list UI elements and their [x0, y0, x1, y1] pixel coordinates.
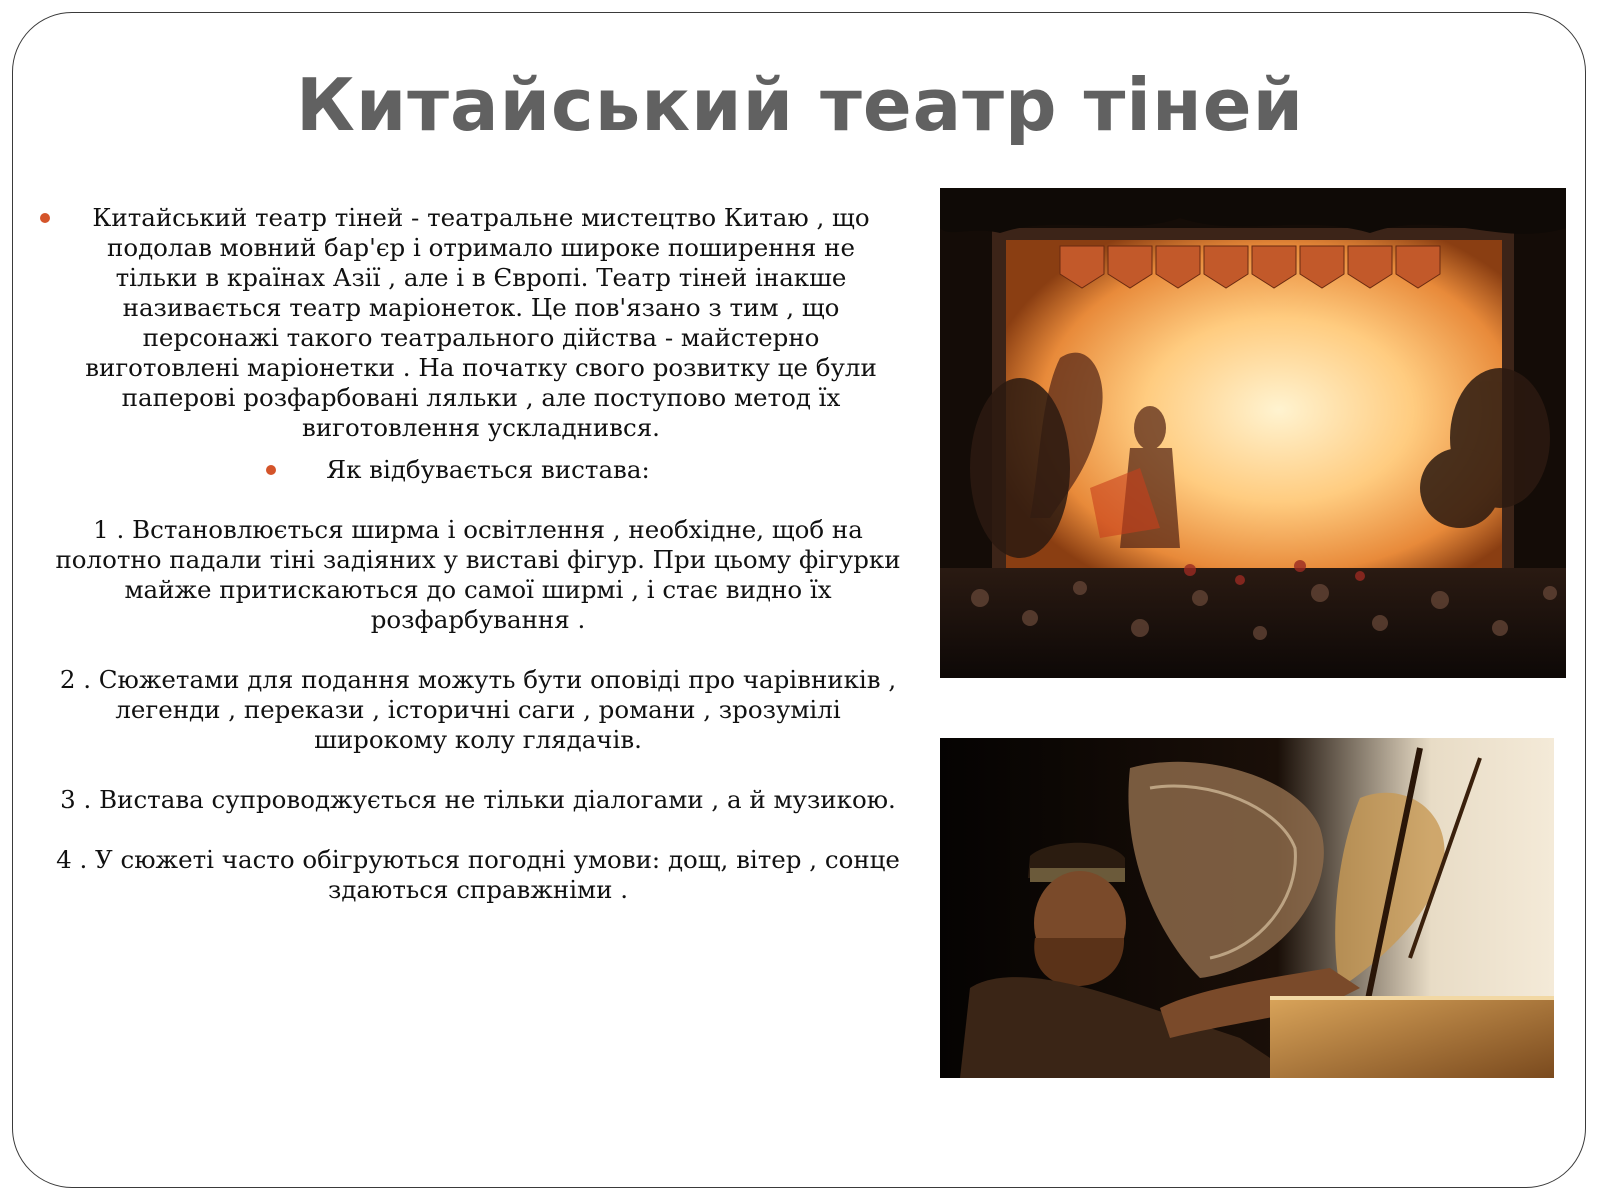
- intro-paragraph: [44, 203, 912, 443]
- how-heading: Як відбувається вистава:: [326, 455, 650, 484]
- how-heading-paragraph: [44, 455, 912, 485]
- step-4: 4 . У сюжеті часто обігруються погодні умови: дощ, вітер , сонце здаються справжніми .: [56, 845, 900, 904]
- bullet-icon: [266, 465, 276, 475]
- puppeteer-photo: [940, 738, 1554, 1078]
- slide-title: Китайський театр тіней: [295, 63, 1305, 147]
- intro-text: Китайський театр тіней - театральне мистецтво Китаю , що подолав мовний бар'єр і отримало широке поширення не тільки в країнах Азії , але і в Європі. Театр тіней інакше називається театр маріонеток. Це пов'язано з тим , що персонажі такого театрального дійства - майстерно виготовлені маріонетки . На початку свого розвитку це були паперові розфарбовані ляльки , але поступово метод їх виготовлення ускладнився.: [85, 203, 877, 442]
- step-1: 1 . Встановлюється ширма і освітлення , необхідне, щоб на полотно падали тіні задіяних у виставі фігур. При цьому фігурки майже притискаються до самої ширмі , і стає видно їх розфарбування .: [55, 515, 901, 634]
- body-text: [44, 203, 912, 905]
- step-2: 2 . Сюжетами для подання можуть бути оповіді про чарівників , легенди , перекази , історичні саги , романи , зрозумілі широкому колу глядачів.: [59, 665, 897, 754]
- bullet-icon: [40, 213, 50, 223]
- shadow-screen-photo: [940, 188, 1566, 678]
- step-3: 3 . Вистава супроводжується не тільки діалогами , а й музикою.: [60, 785, 896, 814]
